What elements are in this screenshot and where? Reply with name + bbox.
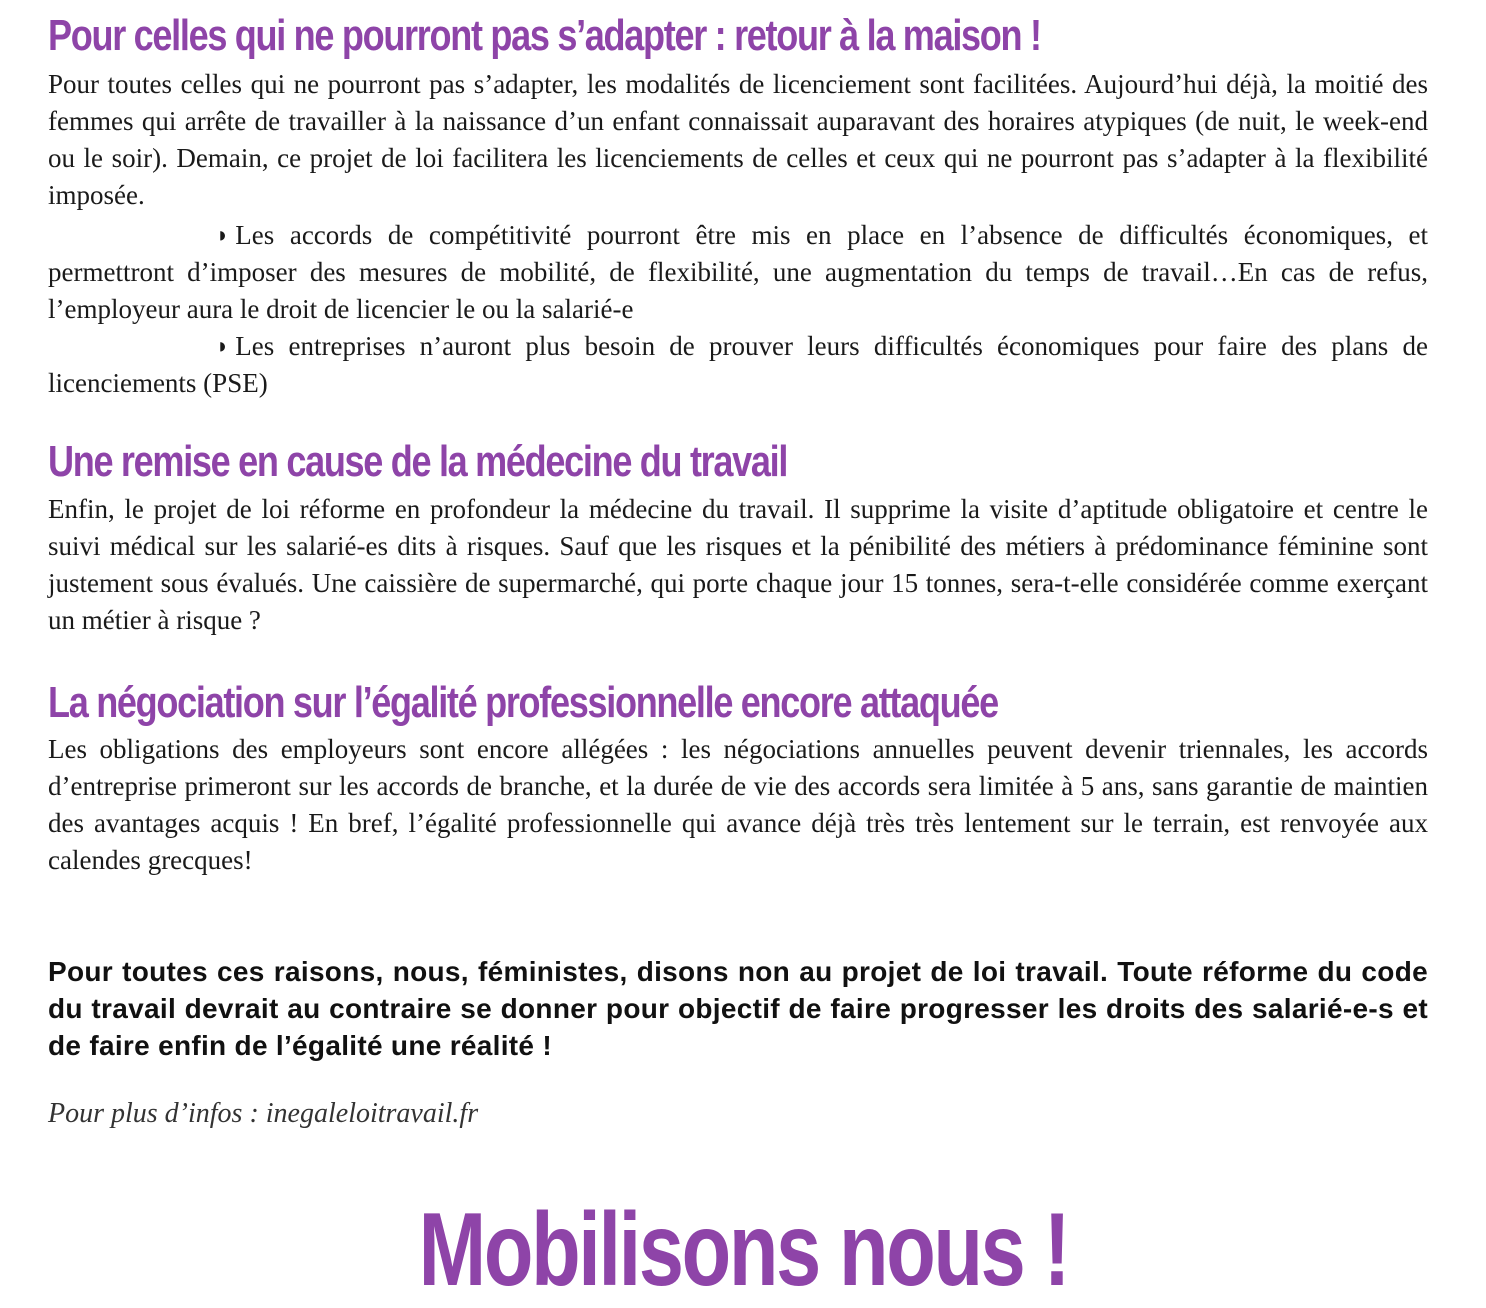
bullet-icon: ◗ (216, 222, 230, 247)
section-paragraph-medecine-travail: Enfin, le projet de loi réforme en profondeur la médecine du travail. Il supprime la visite d’aptitude obligatoire et centre le suivi médical sur les salarié-es dits à risques. Sauf que les risques et la pénibilité des métiers à prédominance féminine sont justement sous évalués. Une caissière de supermarché, qui porte chaque jour 15 tonnes, sera-t-elle considérée comme exerçant un métier à risque ? (48, 494, 1428, 635)
bullet-text: Les accords de compétitivité pourront être mis en place en l’absence de difficultés économiques, et permettront d’imposer des mesures de mobilité, de flexibilité, une augmentation du temps de travail…En cas de refus, l’employeur aura le droit de licencier le ou la salarié-e (48, 220, 1428, 324)
bullet-item (48, 216, 1428, 328)
slogan-text: Mobilisons nous ! (418, 1192, 1068, 1308)
bullet-icon: ◗ (216, 333, 230, 358)
bullet-text: Les entreprises n’auront plus besoin de prouver leurs difficultés économiques pour faire des plans de licenciements (PSE) (48, 331, 1428, 398)
section-heading-egalite-professionnelle: La négociation sur l’égalité professionnelle encore attaquée (48, 678, 998, 727)
conclusion-statement: Pour toutes ces raisons, nous, féministes, disons non au projet de loi travail. Toute réforme du code du travail devrait au contraire se donner pour objectif de faire progresser les droits des salarié-e-s et de faire enfin de l’égalité une réalité ! (48, 956, 1428, 1061)
section-heading-retour-maison: Pour celles qui ne pourront pas s’adapter : retour à la maison ! (48, 11, 1041, 60)
bullet-item (48, 327, 1428, 402)
section-paragraph-egalite-professionnelle: Les obligations des employeurs sont encore allégées : les négociations annuelles peuvent devenir triennales, les accords d’entreprise primeront sur les accords de branche, et la durée de vie des accords sera limitée à 5 ans, sans garantie de maintien des avantages acquis ! En bref, l’égalité professionnelle qui avance déjà très très lentement sur le terrain, est renvoyée aux calendes grecques! (48, 734, 1428, 875)
section-heading-medecine-travail: Une remise en cause de la médecine du travail (48, 437, 788, 486)
more-info-link[interactable]: Pour plus d’infos : inegaleloitravail.fr (48, 1098, 479, 1129)
slogan-title (0, 1192, 1486, 1308)
section-paragraph-retour-maison: Pour toutes celles qui ne pourront pas s’adapter, les modalités de licenciement sont facilitées. Aujourd’hui déjà, la moitié des femmes qui arrête de travailler à la naissance d’un enfant connaissait auparavant des horaires atypiques (de nuit, le week-end ou le soir). Demain, ce projet de loi facilitera les licenciements de celles et ceux qui ne pourront pas s’adapter à la flexibilité imposée. (48, 69, 1428, 210)
